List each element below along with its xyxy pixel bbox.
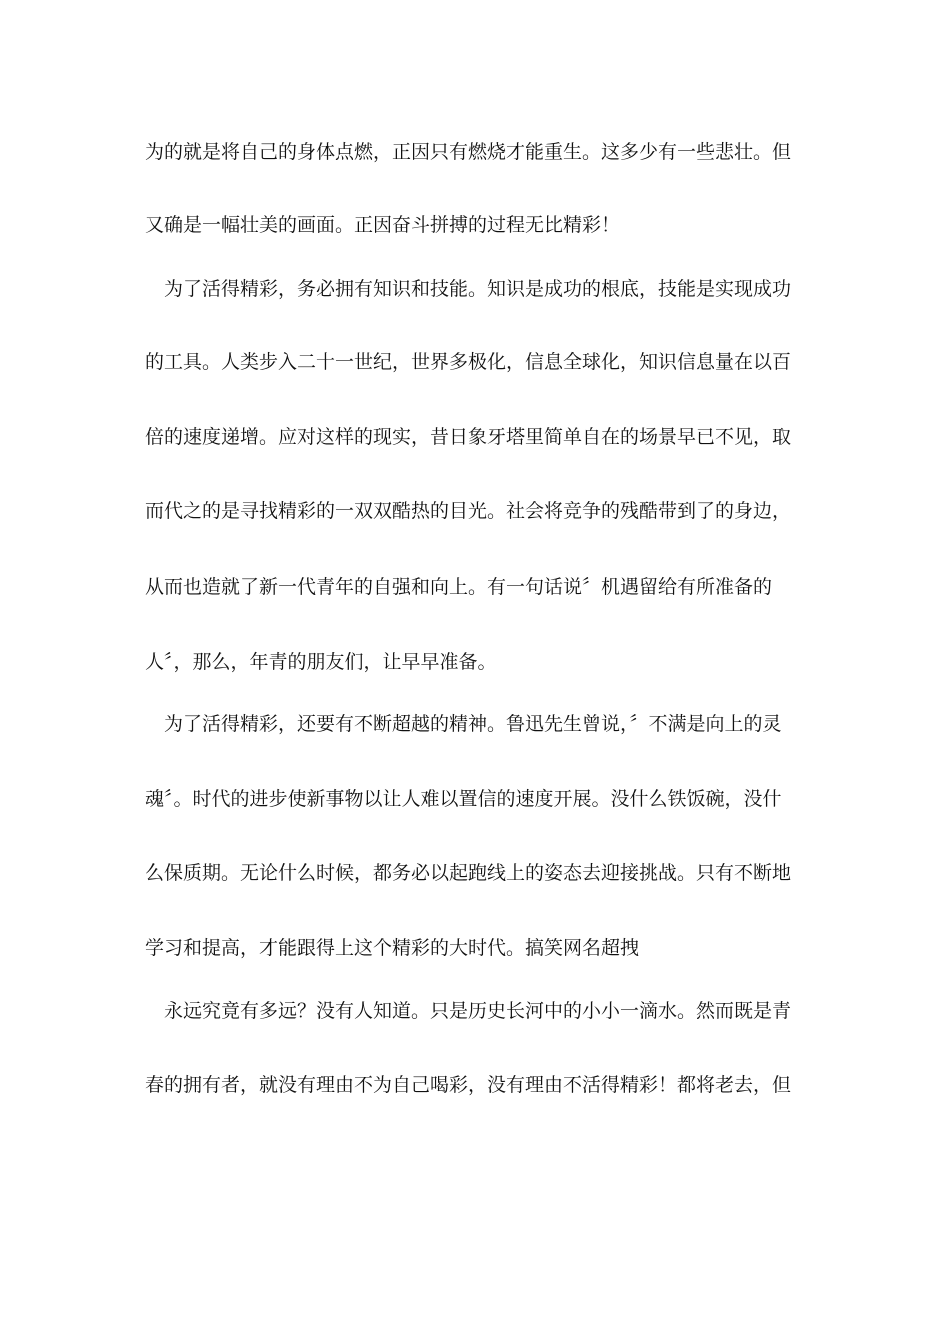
paragraph-start-line: 永远究竟有多远？没有人知道。只是历史长河中的小小一滴水。然而既是青 [164, 1000, 792, 1022]
text-line: 从而也造就了新一代青年的自强和向上。有一句话说〞机遇留给有所准备的 [145, 576, 773, 598]
text-line: 而代之的是寻找精彩的一双双酷热的目光。社会将竞争的残酷带到了的身边， [145, 500, 792, 522]
text-line: 学习和提高，才能跟得上这个精彩的大时代。搞笑网名超拽 [145, 937, 640, 959]
text-line: 魂〞。时代的进步使新事物以让人难以置信的速度开展。没什么铁饭碗，没什 [145, 788, 782, 810]
text-line: 么保质期。无论什么时候，都务必以起跑线上的姿态去迎接挑战。只有不断地 [145, 862, 792, 884]
text-line: 的工具。人类步入二十一世纪，世界多极化，信息全球化，知识信息量在以百 [145, 351, 792, 373]
paragraph-start-line: 为了活得精彩，还要有不断超越的精神。鲁迅先生曾说，〞不满是向上的灵 [164, 713, 782, 735]
text-line: 又确是一幅壮美的画面。正因奋斗拼搏的过程无比精彩！ [145, 214, 621, 236]
text-line: 春的拥有者，就没有理由不为自己喝彩，没有理由不活得精彩！都将老去，但 [145, 1074, 792, 1096]
text-line: 倍的速度递增。应对这样的现实，昔日象牙塔里简单自在的场景早已不见，取 [145, 426, 792, 448]
text-line: 人〞，那么，年青的朋友们，让早早准备。 [145, 651, 497, 673]
text-line: 为的就是将自己的身体点燃，正因只有燃烧才能重生。这多少有一些悲壮。但 [145, 141, 792, 163]
paragraph-start-line: 为了活得精彩，务必拥有知识和技能。知识是成功的根底，技能是实现成功 [164, 278, 792, 300]
